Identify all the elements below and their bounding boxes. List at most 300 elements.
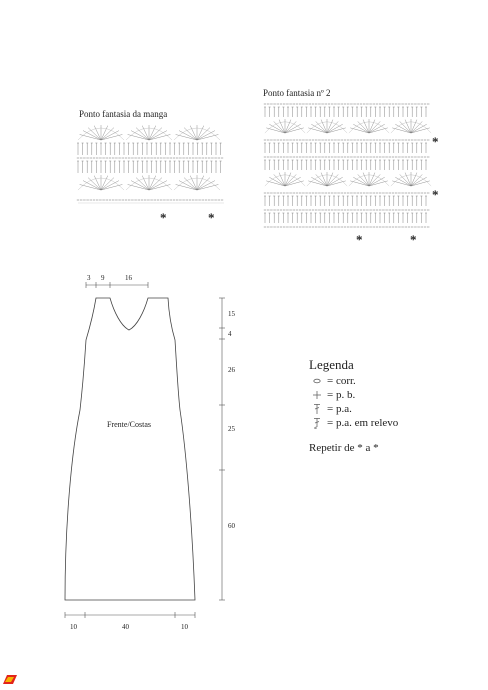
chain-stitch <box>363 156 365 157</box>
fan-stitch <box>190 126 197 140</box>
dimension-label: 4 <box>228 330 232 338</box>
dimension-label: 10 <box>70 623 77 631</box>
chain-stitch <box>421 103 423 104</box>
chain-stitch <box>382 209 384 210</box>
chain-stitch <box>408 139 410 140</box>
chain-stitch <box>290 192 292 193</box>
chain-stitch <box>344 103 346 104</box>
chain-stitch <box>280 192 282 193</box>
fan-stitch <box>269 124 285 133</box>
fan-stitch <box>369 173 375 186</box>
chain-stitch <box>328 156 330 157</box>
chain-stitch <box>357 192 359 193</box>
chain-stitch <box>306 103 308 104</box>
chain-stitch <box>354 156 356 157</box>
chain-stitch <box>347 209 349 210</box>
fan-stitch <box>197 131 215 140</box>
chain-stitch <box>96 199 98 200</box>
chain-stitch <box>315 209 317 210</box>
double-crochet-symbol-icon <box>309 403 325 415</box>
chain-stitch <box>274 103 276 104</box>
side-dimension-line <box>219 298 225 600</box>
chain-stitch <box>192 199 194 200</box>
chain-stitch <box>427 103 429 104</box>
chain-stitch <box>328 139 330 140</box>
chain-stitch <box>189 157 191 158</box>
chain-stitch <box>267 156 269 157</box>
chain-stitch <box>363 103 365 104</box>
chain-stitch <box>398 226 400 227</box>
single-crochet-symbol-icon <box>309 389 325 401</box>
chain-stitch <box>418 209 420 210</box>
chain-stitch <box>293 139 295 140</box>
chain-stitch <box>309 209 311 210</box>
chain-stitch <box>312 226 314 227</box>
chain-stitch <box>274 139 276 140</box>
fan-stitch <box>353 177 369 186</box>
legend-item <box>309 388 398 402</box>
fan-stitch <box>321 120 327 133</box>
legend-item-label: = p. b. <box>327 389 356 401</box>
chain-stitch <box>315 103 317 104</box>
chain-stitch <box>414 103 416 104</box>
chain-stitch <box>331 139 333 140</box>
chain-stitch <box>427 209 429 210</box>
chain-stitch <box>264 103 266 104</box>
chain-stitch <box>170 157 172 158</box>
chain-stitch <box>128 199 130 200</box>
chain-stitch <box>296 156 298 157</box>
chain-stitch <box>421 209 423 210</box>
chain-stitch <box>286 103 288 104</box>
chain-stitch <box>99 199 101 200</box>
chain-stitch <box>87 157 89 158</box>
chain-stitch <box>296 209 298 210</box>
chain-stitch <box>96 157 98 158</box>
chain-stitch <box>186 157 188 158</box>
chain-stitch <box>147 199 149 200</box>
chain-stitch <box>382 156 384 157</box>
legend-item-label: = p.a. em relevo <box>327 417 399 429</box>
pattern2-stitch-chart <box>264 103 431 227</box>
chain-stitch <box>402 209 404 210</box>
fan-stitch <box>149 181 167 190</box>
chain-stitch <box>154 157 156 158</box>
chain-stitch <box>379 209 381 210</box>
chain-stitch <box>90 199 92 200</box>
chain-stitch <box>293 192 295 193</box>
chain-stitch <box>299 156 301 157</box>
chain-stitch <box>395 103 397 104</box>
chain-stitch <box>154 199 156 200</box>
chain-stitch <box>103 157 105 158</box>
chain-stitch <box>141 157 143 158</box>
chain-stitch <box>427 226 429 227</box>
chain-stitch <box>363 226 365 227</box>
chain-stitch <box>411 192 413 193</box>
chain-stitch <box>83 157 85 158</box>
chain-stitch <box>392 209 394 210</box>
bottom-dimension-line <box>65 612 195 618</box>
legend-item-label: = p.a. <box>327 403 352 415</box>
chain-stitch <box>215 157 217 158</box>
chain-stitch <box>283 103 285 104</box>
chain-stitch <box>392 156 394 157</box>
chain-stitch <box>176 199 178 200</box>
chain-stitch <box>392 139 394 140</box>
chain-stitch <box>376 156 378 157</box>
chain-stitch <box>167 199 169 200</box>
fan-stitch <box>190 176 197 190</box>
chain-stitch <box>322 192 324 193</box>
fan-stitch <box>363 120 369 133</box>
chain-stitch <box>350 226 352 227</box>
dimension-label: 15 <box>228 310 235 318</box>
chain-stitch <box>264 192 266 193</box>
chain-stitch <box>338 226 340 227</box>
chain-stitch <box>328 226 330 227</box>
chain-stitch <box>382 226 384 227</box>
chain-stitch <box>318 156 320 157</box>
chain-stitch <box>199 199 201 200</box>
fan-stitch <box>327 173 333 186</box>
chain-stitch <box>389 226 391 227</box>
chain-stitch <box>334 192 336 193</box>
chain-stitch <box>318 103 320 104</box>
garment-outline <box>65 298 195 600</box>
chain-stitch <box>267 103 269 104</box>
chain-stitch <box>363 192 365 193</box>
chain-stitch <box>144 157 146 158</box>
chain-stitch <box>389 192 391 193</box>
chain-stitch <box>109 199 111 200</box>
fan-stitch <box>395 124 411 133</box>
chain-stitch <box>205 199 207 200</box>
chain-stitch <box>221 157 223 158</box>
chain-stitch <box>331 209 333 210</box>
chain-stitch <box>221 199 223 200</box>
fan-stitch <box>311 124 327 133</box>
chain-stitch <box>373 192 375 193</box>
chain-stitch <box>157 199 159 200</box>
fan-stitch <box>279 173 285 186</box>
chain-stitch <box>274 226 276 227</box>
chain-stitch <box>290 139 292 140</box>
dimension-label: 10 <box>181 623 188 631</box>
chain-stitch <box>366 209 368 210</box>
legend-item <box>309 374 398 388</box>
chain-stitch <box>398 103 400 104</box>
chain-stitch <box>382 139 384 140</box>
chain-stitch <box>373 209 375 210</box>
garment-label: Frente/Costas <box>107 420 151 429</box>
chain-stitch <box>331 226 333 227</box>
chain-stitch <box>350 209 352 210</box>
chain-stitch <box>360 103 362 104</box>
chain-stitch <box>322 209 324 210</box>
chain-stitch <box>418 139 420 140</box>
chain-stitch <box>418 226 420 227</box>
chain-stitch <box>277 226 279 227</box>
chain-stitch <box>418 103 420 104</box>
chain-stitch <box>341 103 343 104</box>
chain-stitch <box>357 226 359 227</box>
chain-stitch <box>392 226 394 227</box>
fan-stitch <box>327 124 343 133</box>
chain-stitch <box>302 103 304 104</box>
fan-stitch <box>83 131 101 140</box>
chain-stitch <box>183 157 185 158</box>
chain-stitch <box>376 226 378 227</box>
chain-stitch <box>389 139 391 140</box>
chain-stitch <box>318 226 320 227</box>
chain-stitch <box>354 139 356 140</box>
chain-stitch <box>366 226 368 227</box>
chain-stitch <box>302 192 304 193</box>
chain-stitch <box>128 157 130 158</box>
chain-stitch <box>379 226 381 227</box>
chain-stitch <box>370 156 372 157</box>
fan-stitch <box>101 176 108 190</box>
chain-stitch <box>414 156 416 157</box>
chain-stitch <box>334 103 336 104</box>
fan-stitch <box>369 124 385 133</box>
fan-stitch <box>327 177 343 186</box>
chain-stitch <box>199 157 201 158</box>
chain-stitch <box>274 209 276 210</box>
chain-stitch <box>179 199 181 200</box>
chain-stitch <box>202 199 204 200</box>
chain-stitch <box>112 199 114 200</box>
chain-stitch <box>115 199 117 200</box>
chain-stitch <box>170 199 172 200</box>
chain-stitch <box>283 209 285 210</box>
chain-stitch <box>386 103 388 104</box>
chain-stitch <box>344 226 346 227</box>
chain-stitch <box>322 103 324 104</box>
chain-stitch <box>264 209 266 210</box>
chain-stitch <box>122 199 124 200</box>
chain-stitch <box>334 156 336 157</box>
fan-stitch <box>327 120 333 133</box>
chain-stitch <box>414 139 416 140</box>
chain-stitch <box>344 139 346 140</box>
chain-stitch <box>112 157 114 158</box>
legend-item <box>309 402 398 416</box>
chain-stitch <box>283 226 285 227</box>
repeat-star-marker: * <box>410 232 417 247</box>
chain-stitch <box>376 209 378 210</box>
chain-stitch <box>131 157 133 158</box>
fan-stitch <box>363 173 369 186</box>
chain-stitch <box>147 157 149 158</box>
chain-stitch <box>286 139 288 140</box>
chain-stitch <box>106 199 108 200</box>
fan-stitch <box>411 173 417 186</box>
chain-stitch <box>302 209 304 210</box>
fan-stitch <box>131 131 149 140</box>
chain-stitch <box>270 139 272 140</box>
chain-stitch <box>354 209 356 210</box>
chain-stitch <box>360 209 362 210</box>
repeat-star-marker: * <box>160 210 167 225</box>
chain-stitch <box>427 139 429 140</box>
chain-stitch <box>299 226 301 227</box>
fan-stitch <box>369 177 385 186</box>
chain-stitch <box>296 139 298 140</box>
chain-stitch <box>424 226 426 227</box>
fan-stitch <box>411 124 427 133</box>
chain-stitch <box>370 103 372 104</box>
chain-stitch <box>376 103 378 104</box>
chain-stitch <box>370 192 372 193</box>
chain-stitch <box>119 199 121 200</box>
chain-stitch <box>389 209 391 210</box>
chain-stitch <box>306 192 308 193</box>
chain-stitch <box>318 139 320 140</box>
chain-stitch <box>270 209 272 210</box>
chain-stitch <box>379 156 381 157</box>
fan-stitch <box>94 176 101 190</box>
chain-stitch <box>347 156 349 157</box>
chain-stitch <box>280 209 282 210</box>
chain-stitch <box>395 209 397 210</box>
chain-stitch <box>398 209 400 210</box>
chain-stitch <box>325 103 327 104</box>
chain-stitch <box>331 103 333 104</box>
chain-stitch <box>312 192 314 193</box>
chain-stitch <box>283 139 285 140</box>
fan-stitch <box>353 124 369 133</box>
fan-stitch <box>101 126 108 140</box>
chain-stitch <box>306 156 308 157</box>
chain-stitch <box>296 226 298 227</box>
chain-stitch <box>424 103 426 104</box>
chain-stitch <box>350 156 352 157</box>
chain-stitch <box>370 226 372 227</box>
chain-stitch <box>280 139 282 140</box>
chain-stitch <box>280 156 282 157</box>
chain-stitch <box>286 209 288 210</box>
dimension-label: 60 <box>228 522 235 530</box>
fan-stitch <box>321 173 327 186</box>
chain-stitch <box>80 199 82 200</box>
chain-stitch <box>357 139 359 140</box>
chain-stitch <box>395 192 397 193</box>
chain-stitch <box>183 199 185 200</box>
chain-stitch <box>322 226 324 227</box>
chain-stitch <box>357 209 359 210</box>
fan-stitch <box>197 126 204 140</box>
chain-stitch <box>338 156 340 157</box>
chain-stitch <box>283 156 285 157</box>
chain-stitch <box>290 103 292 104</box>
chain-stitch <box>93 199 95 200</box>
dimension-label: 3 <box>87 274 91 282</box>
chain-stitch <box>286 156 288 157</box>
chain-stitch <box>296 103 298 104</box>
chain-stitch <box>141 199 143 200</box>
fan-stitch <box>285 177 301 186</box>
chain-stitch <box>414 226 416 227</box>
chain-stitch <box>277 209 279 210</box>
chain-stitch <box>389 156 391 157</box>
chain-stitch <box>424 209 426 210</box>
chain-stitch <box>382 103 384 104</box>
chain-stitch <box>103 199 105 200</box>
chain-stitch <box>315 192 317 193</box>
chain-stitch <box>306 209 308 210</box>
fan-stitch <box>142 176 149 190</box>
chain-stitch <box>408 192 410 193</box>
dimension-label: 26 <box>228 366 235 374</box>
chain-stitch <box>334 226 336 227</box>
chain-stitch <box>373 103 375 104</box>
chain-stitch <box>115 157 117 158</box>
chain-stitch <box>325 156 327 157</box>
fan-stitch <box>83 181 101 190</box>
chain-stitch <box>77 199 79 200</box>
repeat-star-marker: * <box>432 187 439 202</box>
fan-stitch <box>101 131 119 140</box>
chain-stitch <box>405 226 407 227</box>
chain-stitch <box>299 103 301 104</box>
chain-stitch <box>376 192 378 193</box>
chain-stitch <box>402 192 404 193</box>
chain-stitch <box>218 199 220 200</box>
chain-stitch <box>192 157 194 158</box>
chain-stitch <box>267 226 269 227</box>
chain-stitch <box>376 139 378 140</box>
chain-stitch <box>395 226 397 227</box>
chain-stitch <box>414 209 416 210</box>
chain-stitch <box>160 199 162 200</box>
chain-stitch <box>302 139 304 140</box>
chain-stitch <box>296 192 298 193</box>
legend-item-label: = corr. <box>327 375 356 387</box>
chain-stitch <box>427 192 429 193</box>
chain-stitch <box>389 103 391 104</box>
chain-stitch <box>411 209 413 210</box>
chain-stitch <box>341 209 343 210</box>
chain-stitch <box>302 156 304 157</box>
pattern2-chart-title: Ponto fantasia nº 2 <box>263 88 331 98</box>
chain-stitch <box>277 139 279 140</box>
fan-stitch <box>285 173 291 186</box>
chain-stitch <box>163 157 165 158</box>
fan-stitch <box>142 126 149 140</box>
chain-stitch <box>299 139 301 140</box>
legend-title: Legenda <box>309 357 354 372</box>
chain-stitch <box>125 157 127 158</box>
chain-stitch <box>424 192 426 193</box>
chain-stitch <box>138 199 140 200</box>
chain-stitch <box>202 157 204 158</box>
chain-stitch <box>151 157 153 158</box>
chain-stitch <box>318 192 320 193</box>
chain-stitch <box>357 103 359 104</box>
chain-stitch <box>347 139 349 140</box>
chain-stitch <box>341 226 343 227</box>
chain-stitch <box>122 157 124 158</box>
fan-stitch <box>411 120 417 133</box>
chain-stitch <box>315 226 317 227</box>
chain-stitch <box>306 139 308 140</box>
chain-stitch <box>408 156 410 157</box>
chain-stitch <box>312 139 314 140</box>
chain-stitch <box>299 192 301 193</box>
fan-stitch <box>285 120 291 133</box>
